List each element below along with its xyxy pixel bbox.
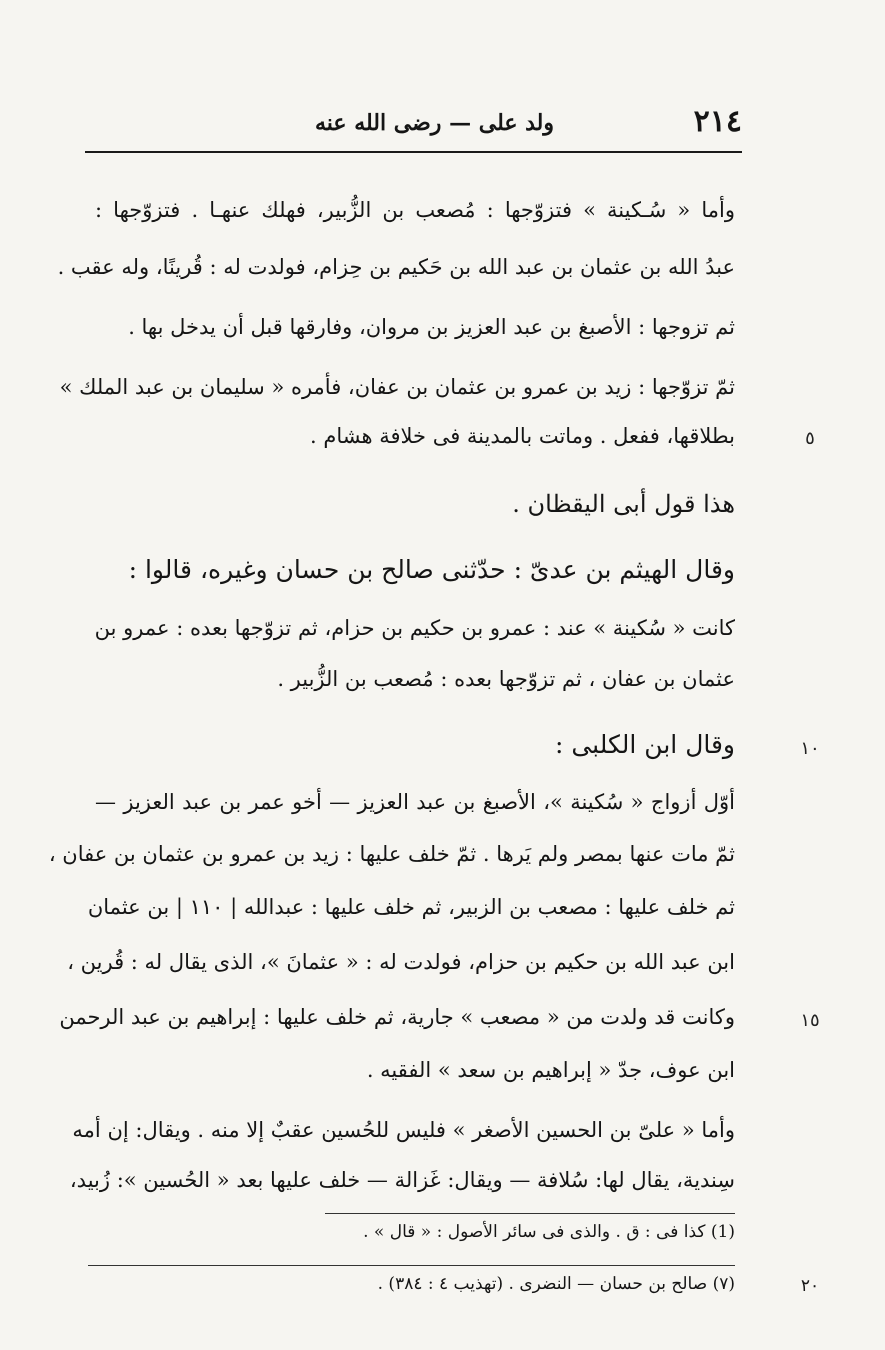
footnote: (٧) صالح بن حسان — النضرى . (تهذيب ٤ : ٣٨٤) . <box>377 1274 735 1294</box>
line-number: ١٠ <box>800 738 820 759</box>
text-line: وأما « سُـكينة » فتزوّجها : مُصعب بن الزُّبير، فهلك عنهـا . فتزوّجها : <box>95 198 735 222</box>
header-rule <box>85 151 742 153</box>
text-line: عبدُ الله بن عثمان بن عبد الله بن حَكيم بن حِزام، فولدت له : قُرينًا، وله عقب . <box>57 255 735 279</box>
running-title: ولد على — رضى الله عنه <box>315 110 555 136</box>
text-line: كانت « سُكينة » عند : عمرو بن حكيم بن حزام، ثم تزوّجها بعده : عمرو بن <box>94 616 735 640</box>
line-number: ٥ <box>805 428 815 449</box>
text-line: عثمان بن عفان ، ثم تزوّجها بعده : مُصعب بن الزُّبير . <box>277 667 735 691</box>
text-line: ابن عوف، جدّ « إبراهيم بن سعد » الفقيه . <box>366 1058 735 1082</box>
footnote-rule <box>88 1265 735 1266</box>
text-line: ابن عبد الله بن حكيم بن حزام، فولدت له : « عثمانَ »، الذى يقال له : قُرين ، <box>67 950 735 974</box>
page-number: ٢١٤ <box>693 104 742 139</box>
text-line: ثمّ تزوّجها : زيد بن عمرو بن عثمان بن عفان، فأمره « سليمان بن عبد الملك » <box>59 375 735 399</box>
text-line: سِندية، يقال لها: سُلافة — ويقال: غَزالة — خلف عليها بعد « الحُسين »: زُبيد، <box>69 1168 735 1192</box>
text-line: ثم تزوجها : الأصبغ بن عبد العزيز بن مروان، وفارقها قبل أن يدخل بها . <box>128 315 735 339</box>
section-heading: وقال ابن الكلبى : <box>554 730 735 759</box>
text-line: وأما « علىّ بن الحسين الأصغر » فليس للحُسين عقبٌ إلا منه . ويقال: إن أمه <box>72 1118 735 1142</box>
text-line: أوّل أزواج « سُكينة »، الأصبغ بن عبد العزيز — أخو عمر بن عبد العزيز — <box>95 790 735 814</box>
section-heading: هذا قول أبى اليقظان . <box>512 490 735 518</box>
text-line: ثم خلف عليها : مصعب بن الزبير، ثم خلف عليها : عبدالله | ١١٠ | بن عثمان <box>87 895 735 919</box>
line-number: ٢٠ <box>800 1276 820 1296</box>
footnote: (1) كذا فى : ق . والذى فى سائر الأصول : « قال » . <box>363 1222 735 1242</box>
footnote-rule <box>325 1213 735 1214</box>
page-header <box>85 100 742 148</box>
text-line: بطلاقها، ففعل . وماتت بالمدينة فى خلافة هشام . <box>309 424 735 448</box>
text-line: وكانت قد ولدت من « مصعب » جارية، ثم خلف عليها : إبراهيم بن عبد الرحمن <box>59 1005 735 1029</box>
line-number: ١٥ <box>800 1010 820 1031</box>
text-line: وقال الهيثم بن عدىّ : حدّثنى صالح بن حسان وغيره، قالوا : <box>128 555 735 584</box>
text-line: ثمّ مات عنها بمصر ولم يَرها . ثمّ خلف عليها : زيد بن عمرو بن عثمان بن عفان ، <box>48 842 735 866</box>
